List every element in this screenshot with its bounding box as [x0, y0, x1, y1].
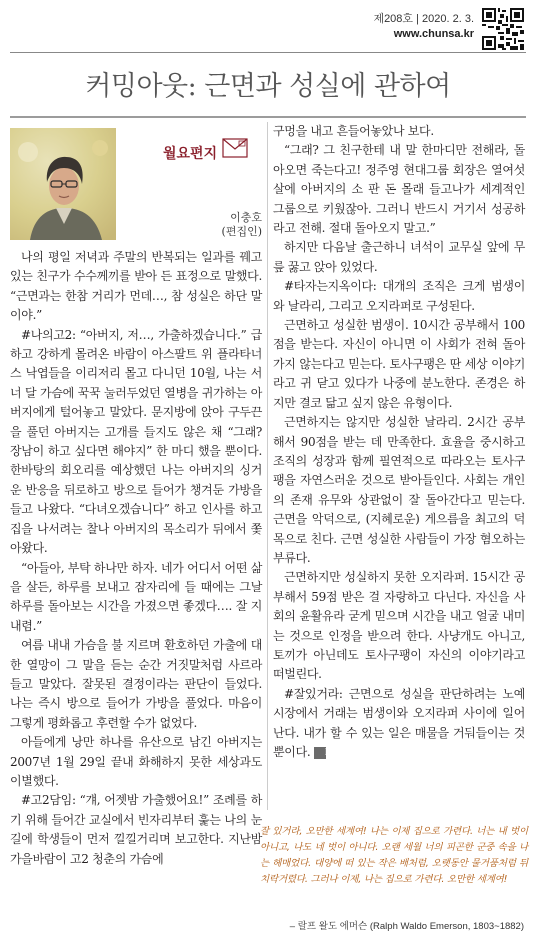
paragraph: 아들에게 낭만 하나를 유산으로 남긴 아버지는 2007년 1월 29일 끝내 화해하지 못한 세상과도 이별했다.: [10, 735, 262, 788]
article-column-2: [273, 122, 525, 762]
masthead: [0, 6, 536, 50]
paragraph: 하지만 다음날 출근하니 녀석이 교무실 앞에 무릎 꿇고 앉아 있었다.: [273, 240, 525, 274]
column-label: 월요편지: [163, 146, 218, 162]
paragraph: #나의고2: “아버지, 저…, 가출하겠습니다.” 급하고 강하게 몰려온 바람이 아스팔트 위 플라타너스 낙엽들을 이리저리 몰고 다니던 10월, 나는 서너 달 가슴에 꾹꾹 눌러두었던 열병을 귀가하는 아버지에게 털어놓고 말았다. 문지방에 앉아 구두끈을 풀던 아버지는 고개를 들지도 않은 채 “그래? 장남이 하고 싶다면 해야지” 한 마디 했을 뿐이다. 한바탕의 회오리를 예상했던 나는 아버지의 싱거운 반응을 뒤로하고 방으로 들어가 챙겨둔 가방을 들고 나왔다. “다녀오겠습니다” 하고 인사를 하고 집을 나서려는 찰나 아버지의 목소리가 뒤에서 쫓아왔다.: [10, 327, 262, 556]
paragraph: “그래? 그 친구한테 내 말 한마디만 전해라, 돌아오면 죽는다고! 정주영 현대그룹 회장은 열여섯 살에 아버지의 소 판 돈 몰래 들고나가 세계적인 그룹으로 키웠잖아. 그러니 반드시 거기서 성공하라고 전해. 절대 돌아오지 말고.”: [273, 143, 525, 236]
poem-credit: – 랄프 왈도 에머슨 (Ralph Waldo Emerson, 1803~1882): [289, 921, 524, 932]
column-divider: [267, 122, 268, 810]
envelope-icon: [222, 138, 248, 158]
paragraph: 여름 내내 가슴을 불 지르며 환호하던 가출에 대한 열망이 그 말을 듣는 순간 거짓말처럼 사르라 들고 말았다. 잘못된 결정이라는 판단이 들었다. 나는 즉시 방으로 들어가 가방을 풀었다. 마음이 그렇게 평화롭고 후련할 수가 없었다.: [10, 638, 262, 730]
paragraph: #타자는지옥이다: 대개의 조직은 크게 범생이와 날라리, 그리고 오지라퍼로 구성된다.: [273, 279, 525, 313]
header-rule: [10, 52, 526, 53]
paragraph: 구멍을 내고 흔들어놓았나 보다.: [273, 124, 434, 138]
paragraph: 근면하지는 않지만 성실한 날라리. 2시간 공부해서 90점을 받는 데 만족한다. 효율을 중시하고 조직의 성장과 함께 필연적으로 따라오는 토사구팽을 자연스러운 것으로 받아들인다. 사회는 개인의 존재 유무와 상관없이 잘 돌아간다고 믿는다. 근면을 악덕으로, (지혜로운) 게으름을 최고의 덕목으로 친다. 근면 성실한 사람들이 가장 혐오하는 부류다.: [273, 415, 525, 565]
paragraph: 근면하고 성실한 범생이. 10시간 공부해서 100점을 받는다. 자신이 아니면 이 사회가 전혀 돌아가지 않는다고 믿는다. 토사구팽은 딴 세상 이야기라고 귀 닫고 있다가 나중에 분노한다. 존경은 하지만 결코 닮고 싶지 않은 유형이다.: [273, 318, 525, 410]
article-column-1: [10, 248, 262, 869]
paragraph: 근면하지만 성실하지 못한 오지라퍼. 15시간 공부해서 59점 받은 걸 자랑하고 다닌다. 자신을 사회의 윤활유라 굳게 믿으며 시간을 내고 얼굴 내미는 것으로 인정을 받으려 한다. 사냥개도 아니고, 토끼가 아닌데도 토사구팽이 자신의 이야기라고 떠벌린다.: [273, 570, 525, 682]
paragraph: [273, 685, 525, 763]
author-byline: [222, 211, 262, 239]
poem-quote: 잘 있거라, 오만한 세계여! 나는 이제 집으로 가련다. 너는 내 벗이 아니고, 나도 네 벗이 아니다. 오랜 세월 너의 피곤한 군중 속을 나는 헤매었다. 대양에 떠 있는 작은 배처럼, 오랫동안 물거품처럼 뒤치락거렸다. 그러나 이제, 나는 집으로 가련다. 오만한 세계여!: [260, 826, 528, 885]
closing-text: #잘있거라: 근면으로 성실을 판단하려는 노예 시장에서 거래는 범생이와 오지라퍼 사이에 일어난다. 내가 할 수 있는 일은 매물을 거둬들이는 것뿐이다.: [273, 686, 525, 759]
author-name: 이충호: [230, 211, 262, 224]
article-title: 커밍아웃: 근면과 성실에 관하여: [85, 71, 451, 102]
qr-code-icon[interactable]: [482, 8, 524, 50]
site-url[interactable]: www.chunsa.kr: [393, 28, 474, 40]
paragraph: #고2담임: “걔, 어젯밤 가출했어요!” 조례를 하기 위해 들어간 교실에서 빈자리부터 훑는 나의 눈길에 학생들이 먼저 낄낄거리며 보고한다. 지난밤 가을바람이 고2 청춘의 가슴에: [10, 793, 262, 866]
author-role: (편집인): [221, 225, 262, 238]
paragraph: “아들아, 부탁 하나만 하자. 네가 어디서 어떤 삶을 살든, 하루를 보내고 잠자리에 들 때에는 그날 하루를 돌아보는 시간을 가졌으면 좋겠다…. 잘 지내렴.”: [10, 560, 262, 633]
paragraph: 나의 평일 저녁과 주말의 반복되는 일과를 꿰고 있는 친구가 수수께끼를 받아 든 표정으로 말했다. “근면과는 한참 거리가 먼데…, 참 성실은 하단 말이야.”: [10, 250, 262, 323]
end-mark-icon: h.: [314, 747, 326, 759]
issue-info: 제208호 | 2020. 2. 3.: [373, 13, 474, 25]
author-photo: [10, 128, 116, 240]
title-rule: [10, 116, 526, 118]
